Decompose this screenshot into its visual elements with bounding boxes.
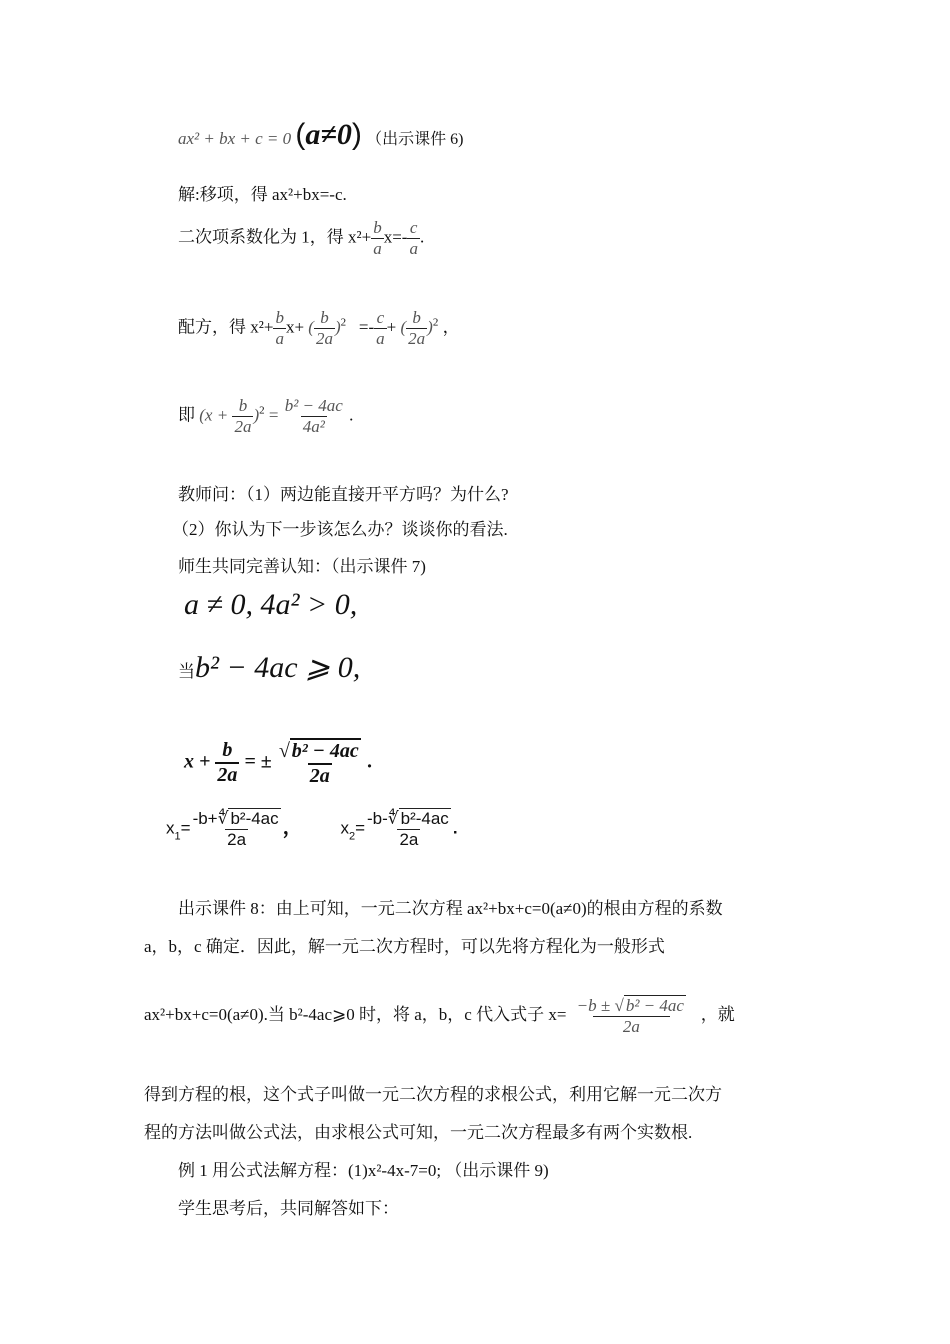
student-solution: 学生思考后，共同解答如下： bbox=[178, 1199, 399, 1218]
paragraph-courseware-8: 出示课件 8：由上可知，一元二次方程 ax²+bx+c=0(a≠0)的根由方程的系数 bbox=[178, 899, 723, 918]
roots-x1-x2: $x_1=$ $\frac{\text{-b+∜ b²-4ac}}{2a}$ ， $x_2=$ $\frac{\text{-b-∜ b²-4ac}}{2a}$ . bbox=[166, 809, 458, 849]
paragraph-roots: 得到方程的根，这个式子叫做一元二次方程的求根公式，利用它解一元二次方 bbox=[144, 1085, 722, 1104]
math-a-nonzero: a ≠ 0, 4a² > 0, bbox=[184, 588, 358, 621]
step-normalize: 二次项系数化为 1，得 x²+ $\frac{b}{a}$ x=- $\frac{c}{a}$ . bbox=[178, 218, 425, 258]
equation-general-form: ax² + bx + c = 0 (a≠0) （出示课件 6) bbox=[178, 118, 464, 151]
teacher-question-2: （2）你认为下一步该怎么办？谈谈你的看法. bbox=[172, 520, 508, 539]
paragraph-formula-method: 程的方法叫做公式法，由求根公式可知，一元二次方程最多有两个实数根. bbox=[144, 1123, 693, 1142]
math-x-solution: x + $\frac{b}{2a}$ = ± $\frac{\text{√ b² − 4ac}}{2a}$ . bbox=[184, 739, 373, 787]
shared-cognition: 师生共同完善认知：（出示课件 7) bbox=[178, 557, 426, 576]
example-1: 例 1 用公式法解方程：(1)x²-4x-7=0; （出示课件 9) bbox=[178, 1161, 549, 1180]
math-discriminant: 当b² − 4ac ⩾ 0, bbox=[178, 651, 361, 684]
step-move-term: 解:移项，得 ax²+bx=-c. bbox=[178, 185, 347, 204]
paragraph-formula: ax²+bx+c=0(a≠0).当 b²-4ac⩾0 时，将 a，b，c 代入式子 x= $\frac{\text{−b ± √ b² − 4ac}}{2a}$ ，就 bbox=[144, 996, 735, 1036]
teacher-question-1: 教师问：（1）两边能直接开平方吗？为什么? bbox=[178, 485, 509, 504]
step-complete-square: 配方，得 x²+ $\frac{b}{a}$ x+ ( $\frac{b}{2a}$ )$^2$ =- $\frac{c}{a}$ + ( $\frac{b}{2a}$ )$^2$ ， bbox=[178, 308, 460, 348]
paragraph-coefficients: a，b，c 确定．因此，解一元二次方程时，可以先将方程化为一般形式 bbox=[144, 937, 665, 956]
step-square-form: 即 (x + $\frac{b}{2a}$ )$^2$ = $\frac{\text{b² − 4ac}}{\text{4a²}}$ . bbox=[178, 396, 354, 436]
